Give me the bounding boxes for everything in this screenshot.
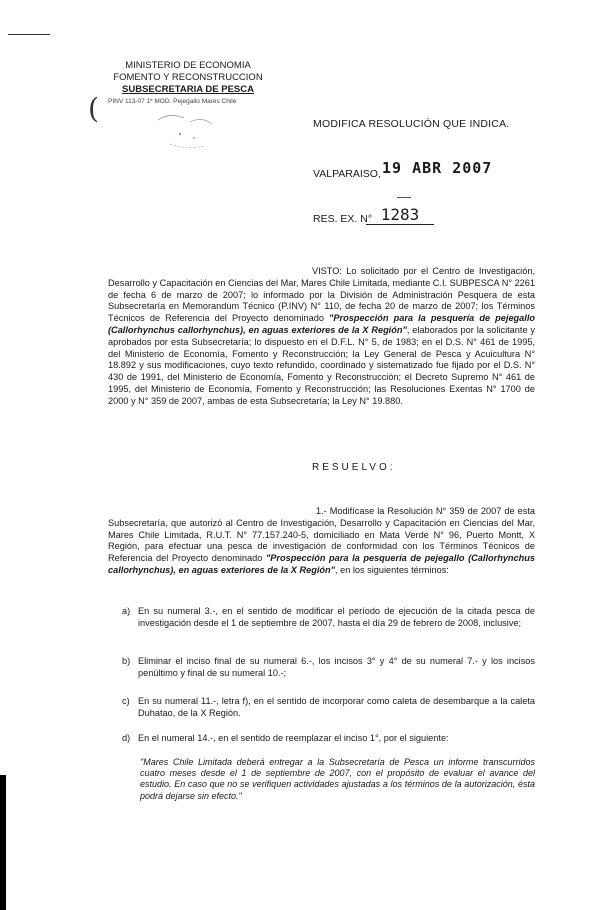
- resolution-label: RES. EX. N°: [313, 213, 373, 225]
- item1-text-2: , en los siguientes términos:: [334, 564, 449, 575]
- list-item-a: [108, 606, 535, 630]
- visto-project-name: "Prospección para la pesquería de pejegallo (Callorhynchus callorhynchus), en aguas exteriores de la X Región": [108, 313, 535, 335]
- seal-stamp-icon: [150, 108, 220, 153]
- margin-paren-mark: (: [88, 92, 99, 125]
- list-item-label: c): [122, 696, 130, 706]
- resuelvo-heading: RESUELVO:: [312, 462, 396, 473]
- res-number-mark: [397, 197, 411, 198]
- scan-edge-bar: [0, 775, 6, 910]
- list-item-label: a): [122, 606, 131, 616]
- list-item-text: En su numeral 11.-, letra f), en el sentido de incorporar como caleta de desembarque a la caleta Duhatao, de la X Región.: [138, 696, 535, 718]
- ministry-line3: SUBSECRETARIA DE PESCA: [122, 84, 254, 95]
- list-item-b: [108, 656, 535, 680]
- document-title: MODIFICA RESOLUCIÓN QUE INDICA.: [313, 118, 510, 130]
- replacement-quote: "Mares Chile Limitada deberá entregar a la Subsecretaría de Pesca un informe transcurridos cuatro meses desde el 1 de septiembre de 2007, con el propósito de evaluar el avance del estudio. En caso que no se verifiquen actividades ajustadas a los términos de la autorización, ésta podrá dejarse sin efecto.": [140, 757, 535, 801]
- visto-lead: VISTO:: [312, 266, 342, 276]
- list-item-label: b): [122, 656, 131, 666]
- list-item-label: d): [122, 733, 131, 743]
- list-item-c: [108, 696, 535, 720]
- ministry-header: [108, 60, 268, 108]
- list-item-text: Eliminar el inciso final de su numeral 6.-, los incisos 3° y 4° de su numeral 7.- y los incisos penúltimo y final de su numeral 10.-;: [138, 656, 535, 678]
- reference-line: PINV 113-07 1ª MOD. Pejegallo Mares Chile: [108, 98, 237, 105]
- place-label: VALPARAISO,: [313, 168, 381, 180]
- ministry-line2: FOMENTO Y RECONSTRUCCION: [113, 72, 263, 83]
- visto-text-2: , elaborados por la solicitante y aprobados por esta Subsecretaría; lo dispuesto en el D.F.L. N° 5, de 1983; en el D.S. N° 461 de 1995, del Ministerio de Economía, Fomento y Reconstrucción; la Ley General de Pesca y Acuicultura N° 18.892 y sus modificaciones, cuyo texto refundido, coordinado y sistematizado fue fijado por el D.S. N° 430 de 1991, del Ministerio de Economía, Fomento y Reconstrucción; el Decreto Supremo N° 461 de 1995, del Ministerio de Economía, Fomento y Reconstrucción; las Resoluciones Exentas N° 1700 de 2000 y N° 359 de 2007, ambas de esta Subsecretaría; la Ley N° 19.880.: [108, 324, 535, 406]
- resolution-number: 1283: [366, 205, 434, 225]
- list-item-text: En el numeral 14.-, en el sentido de reemplazar el inciso 1°, por el siguiente:: [138, 733, 449, 743]
- item1-text-1: 1.- Modifícase la Resolución N° 359 de 2007 de esta Subsecretaría, que autorizó al Centro de Investigación, Desarrollo y Capacitación en Ciencias del Mar, Mares Chile Limitada, R.U.T. N° 77.157.240-5, domiciliado en Mata Verde N° 96, Puerto Montt, X Región, para efectuar una pesca de investigación de conformidad con los Términos Técnicos de Referencia del Proyecto denominado: [108, 506, 535, 564]
- item1-paragraph: [108, 506, 535, 577]
- margin-mark: [8, 34, 50, 35]
- item1-project-name: "Prospección para la pesquería de pejegallo (Callorhynchus callorhynchus), en aguas exteriores de la X Región": [108, 553, 535, 575]
- ministry-line1: MINISTERIO DE ECONOMIA: [125, 60, 251, 71]
- list-item-d: [108, 733, 535, 745]
- date-stamp: 19 ABR 2007: [382, 159, 493, 177]
- visto-text-1: Lo solicitado por el Centro de Investigación, Desarrollo y Capacitación en Ciencias del Mar, Mares Chile Limitada, mediante C.I. SUBPESCA N° 2261 de fecha 6 de marzo de 2007; lo informado por la División de Administración Pesquera de esta Subsecretaría en Memorandum Técnico (P.INV) N° 110, de fecha 20 de marzo de 2007; los Términos Técnicos de Referencia del Proyecto denominado: [108, 266, 536, 324]
- visto-paragraph: [108, 266, 535, 408]
- list-item-text: En su numeral 3.-, en el sentido de modificar el período de ejecución de la citada pesca de investigación desde el 1 de septiembre de 2007, hasta el día 29 de febrero de 2008, inclusive;: [138, 606, 535, 628]
